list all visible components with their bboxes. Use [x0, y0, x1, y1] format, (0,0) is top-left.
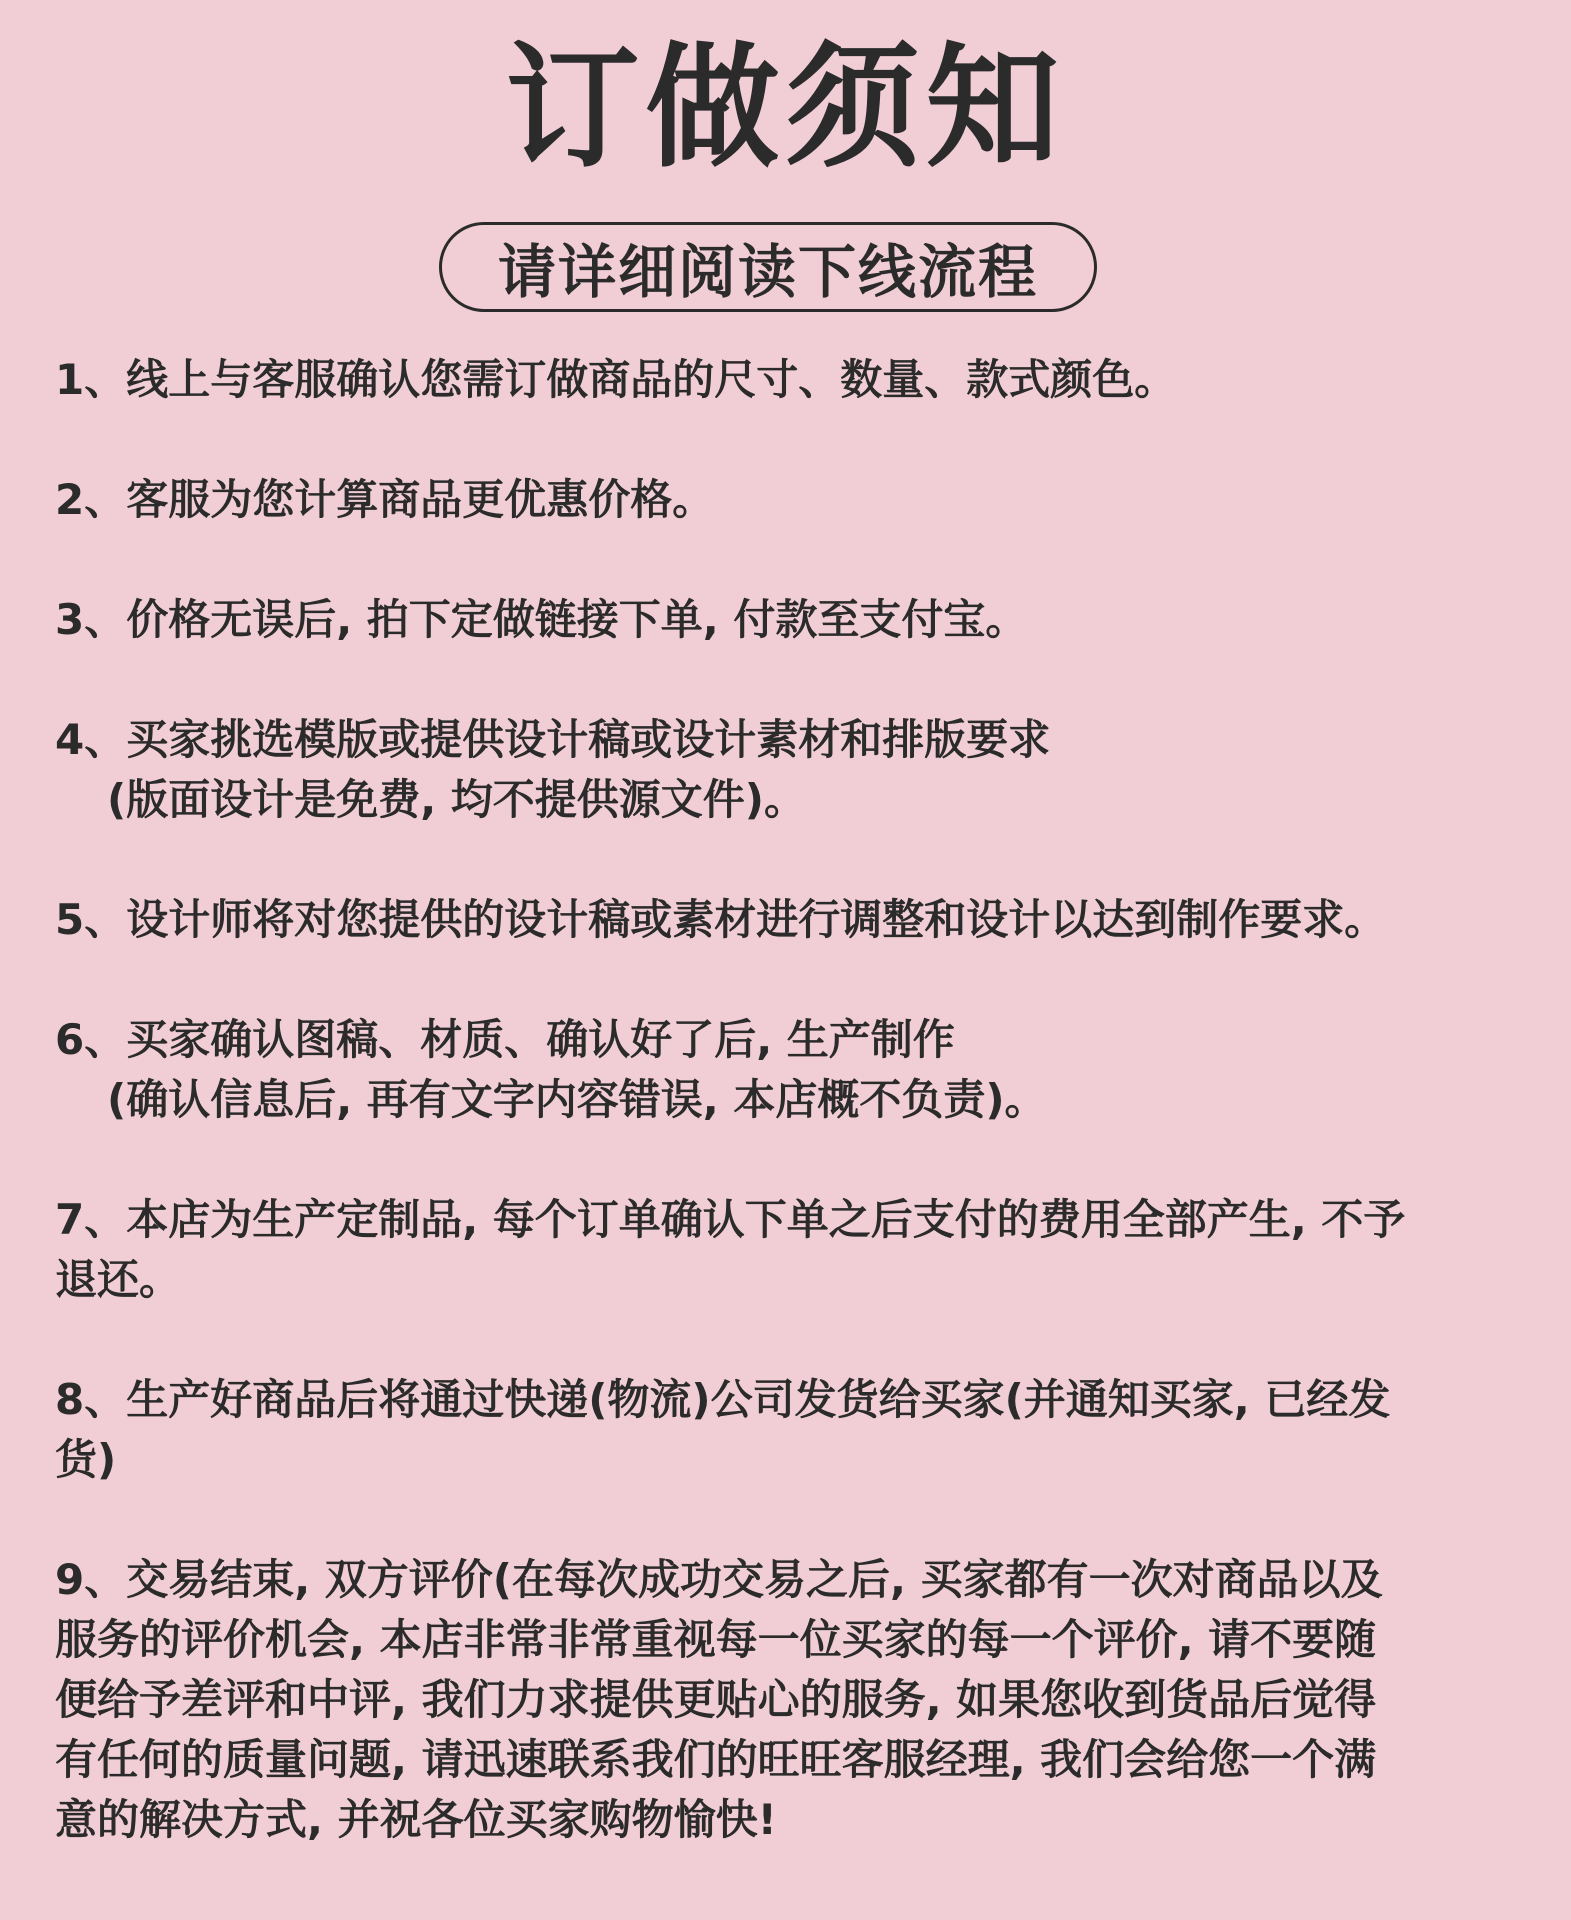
step-3 [55, 590, 1525, 650]
step-4 [55, 710, 1525, 830]
step-9-line-1: 9、交易结束, 双方评价(在每次成功交易之后, 买家都有一次对商品以及 [55, 1555, 1383, 1604]
page-title: 订做须知 [505, 30, 1066, 186]
step-4-line-2: (版面设计是免费, 均不提供源文件)。 [107, 775, 806, 824]
subtitle-pill [439, 222, 1097, 312]
step-4-line-1: 4、买家挑选模版或提供设计稿或设计素材和排版要求 [55, 715, 1051, 764]
step-7-line-1: 7、本店为生产定制品, 每个订单确认下单之后支付的费用全部产生, 不予 [55, 1195, 1406, 1244]
step-1-line-1: 1、线上与客服确认您需订做商品的尺寸、数量、款式颜色。 [55, 355, 1177, 404]
step-5 [55, 890, 1525, 950]
step-3-line-1: 3、价格无误后, 拍下定做链接下单, 付款至支付宝。 [55, 595, 1028, 644]
step-9-line-2: 服务的评价机会, 本店非常非常重视每一位买家的每一个评价, 请不要随 [55, 1615, 1377, 1664]
step-2 [55, 470, 1525, 530]
step-9 [55, 1550, 1525, 1850]
subtitle-text: 请详细阅读下线流程 [497, 238, 1038, 306]
step-5-line-1: 5、设计师将对您提供的设计稿或素材进行调整和设计以达到制作要求。 [55, 895, 1387, 944]
step-7 [55, 1190, 1525, 1310]
step-7-line-2: 退还。 [55, 1255, 182, 1304]
step-9-line-5: 意的解决方式, 并祝各位买家购物愉快! [55, 1795, 777, 1844]
step-8 [55, 1370, 1525, 1490]
step-6 [55, 1010, 1525, 1130]
step-2-line-1: 2、客服为您计算商品更优惠价格。 [55, 475, 715, 524]
step-9-line-4: 有任何的质量问题, 请迅速联系我们的旺旺客服经理, 我们会给您一个满 [55, 1735, 1377, 1784]
step-8-line-1: 8、生产好商品后将通过快递(物流)公司发货给买家(并通知买家, 已经发 [55, 1375, 1391, 1424]
step-6-line-1: 6、买家确认图稿、材质、确认好了后, 生产制作 [55, 1015, 955, 1064]
step-6-line-2: (确认信息后, 再有文字内容错误, 本店概不负责)。 [107, 1075, 1047, 1124]
step-list [55, 350, 1525, 1850]
step-9-line-3: 便给予差评和中评, 我们力求提供更贴心的服务, 如果您收到货品后觉得 [55, 1675, 1377, 1724]
step-8-line-2: 货) [55, 1435, 117, 1484]
step-1 [55, 350, 1525, 410]
